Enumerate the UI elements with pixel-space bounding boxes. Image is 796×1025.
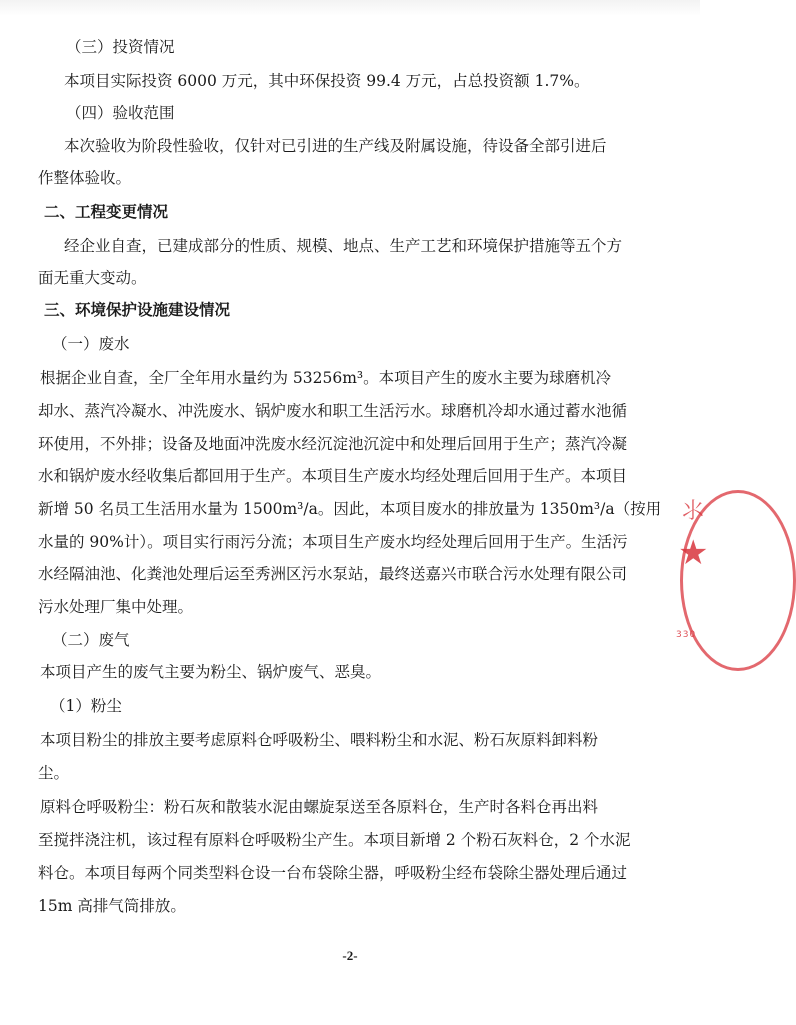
paragraph-silo-dust-line-1: 原料仓呼吸粉尘：粉石灰和散装水泥由螺旋泵送至各原料仓，生产时各料仓再出料 xyxy=(40,798,599,816)
subheading-investment: （三）投资情况 xyxy=(66,38,175,56)
paragraph-dust-line-2: 尘。 xyxy=(38,764,70,782)
heading-env-facilities: 三、环境保护设施建设情况 xyxy=(44,300,231,319)
paragraph-silo-dust-line-2: 至搅拌浇注机，该过程有原料仓呼吸粉尘产生。本项目新增 2 个粉石灰料仓，2 个水泥 xyxy=(38,831,631,849)
subheading-wastewater: （一）废水 xyxy=(52,335,130,353)
paragraph-changes-line-2: 面无重大变动。 xyxy=(38,269,147,287)
seal-digits: 330 xyxy=(676,630,697,640)
paragraph-wastewater-line-1: 根据企业自查，全厂全年用水量约为 53256m³。本项目产生的废水主要为球磨机冷 xyxy=(40,369,612,387)
heading-project-changes: 二、工程变更情况 xyxy=(44,202,169,221)
paragraph-acceptance-line-1: 本次验收为阶段性验收，仅针对已引进的生产线及附属设施，待设备全部引进后 xyxy=(64,137,607,155)
red-seal-stamp xyxy=(674,490,709,670)
seal-partial-character: ⺢ xyxy=(682,499,705,524)
paragraph-wastewater-line-3: 环使用，不外排；设备及地面冲洗废水经沉淀池沉淀中和处理后回用于生产；蒸汽冷凝 xyxy=(38,435,628,453)
subheading-dust: （1）粉尘 xyxy=(50,697,122,715)
paragraph-acceptance-line-2: 作整体验收。 xyxy=(38,169,132,187)
paragraph-wastewater-line-8: 污水处理厂集中处理。 xyxy=(38,598,194,616)
paragraph-dust-line-1: 本项目粉尘的排放主要考虑原料仓呼吸粉尘、喂料粉尘和水泥、粉石灰原料卸料粉 xyxy=(40,731,599,749)
paragraph-wastewater-line-5: 新增 50 名员工生活用水量为 1500m³/a。因此，本项目废水的排放量为 1350m³/a（按用 xyxy=(38,500,662,518)
paragraph-wastewater-line-4: 水和锅炉废水经收集后都回用于生产。本项目生产废水均经处理后回用于生产。本项目 xyxy=(38,467,628,485)
paragraph-changes-line-1: 经企业自查，已建成部分的性质、规模、地点、生产工艺和环境保护措施等五个方 xyxy=(64,237,623,255)
paragraph-exhaust-gas: 本项目产生的废气主要为粉尘、锅炉废气、恶臭。 xyxy=(40,663,382,681)
subheading-acceptance-scope: （四）验收范围 xyxy=(66,104,175,122)
seal-star-icon: ★ xyxy=(678,533,709,573)
paragraph-wastewater-line-6: 水量的 90%计）。项目实行雨污分流；本项目生产废水均经处理后回用于生产。生活污 xyxy=(38,533,628,551)
subheading-exhaust-gas: （二）废气 xyxy=(52,631,130,649)
paragraph-silo-dust-line-4: 15m 高排气筒排放。 xyxy=(38,897,186,915)
paragraph-wastewater-line-7: 水经隔油池、化粪池处理后运至秀洲区污水泵站，最终送嘉兴市联合污水处理有限公司 xyxy=(38,565,628,583)
paragraph-wastewater-line-2: 却水、蒸汽冷凝水、冲洗废水、锅炉废水和职工生活污水。球磨机冷却水通过蓄水池循 xyxy=(38,402,628,420)
paragraph-silo-dust-line-3: 料仓。本项目每两个同类型料仓设一台布袋除尘器，呼吸粉尘经布袋除尘器处理后通过 xyxy=(38,864,628,882)
paragraph-investment: 本项目实际投资 6000 万元，其中环保投资 99.4 万元，占总投资额 1.7%。 xyxy=(64,72,590,90)
page-number: -2- xyxy=(342,948,358,963)
